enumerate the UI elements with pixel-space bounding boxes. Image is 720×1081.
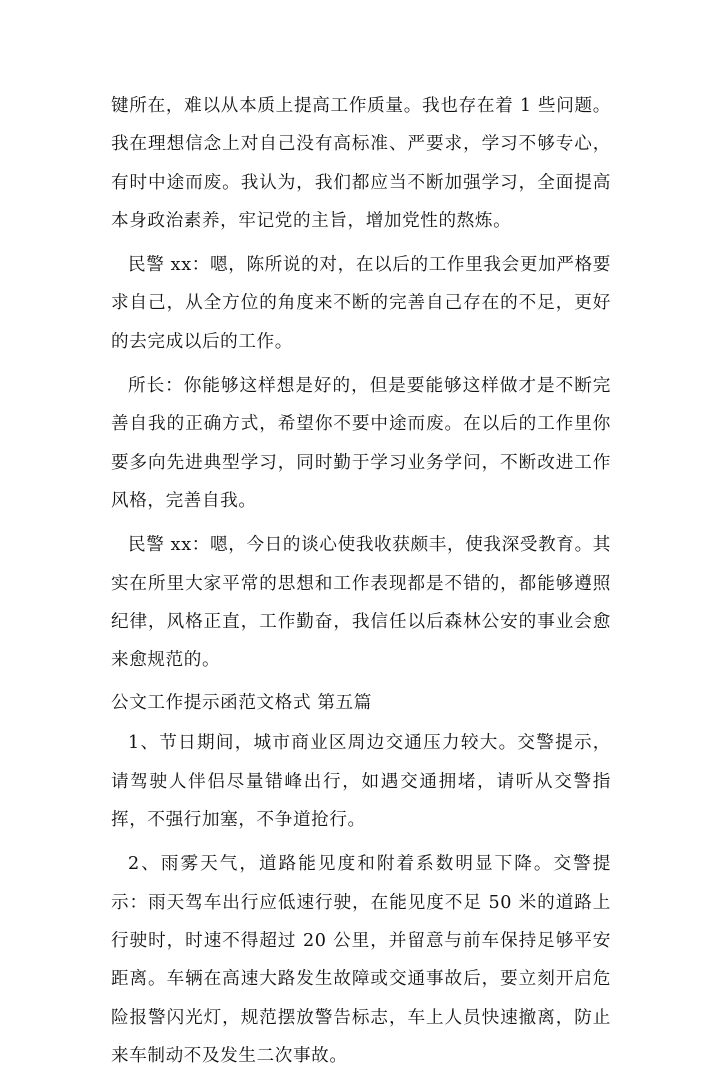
paragraph-director-reply: 所长：你能够这样想是好的，但是要能够这样做才是不断完善自我的正确方式，希望你不要中途而废。在以后的工作里你要多向先进典型学习，同时勤于学习业务学问，不断改进工作风格，完善自我。 [111, 376, 611, 511]
paragraph-continuation: 键所在，难以从本质上提高工作质量。我也存在着 1 些问题。我在理想信念上对自己没有高标准、严要求，学习不够专心，有时中途而废。我认为，我们都应当不断加强学习，全面提高本身政治素养，牢记党的主旨，增加党性的熬炼。 [111, 96, 611, 231]
paragraph-police-reply-2: 民警 xx：嗯，今日的谈心使我收获颇丰，使我深受教育。其实在所里大家平常的思想和工作表现都是不错的，都能够遵照纪律，风格正直，工作勤奋，我信任以后森林公安的事业会愈来愈规范的。 [111, 535, 611, 671]
paragraph-police-reply-1: 民警 xx：嗯，陈所说的对，在以后的工作里我会更加严格要求自己，从全方位的角度来不断的完善自己存在的不足，更好的去完成以后的工作。 [111, 255, 611, 352]
document-body [111, 87, 611, 1081]
section-title: 公文工作提示函范文格式 第五篇 [111, 693, 372, 714]
list-item-holiday-traffic: 1、节日期间，城市商业区周边交通压力较大。交警提示，请驾驶人伴侣尽量错峰出行，如遇交通拥堵，请听从交警指挥，不强行加塞，不争道抢行。 [111, 733, 611, 831]
list-item-rain-fog-weather: 2、雨雾天气，道路能见度和附着系数明显下降。交警提示：雨天驾车出行应低速行驶，在能见度不足 50 米的道路上行驶时，时速不得超过 20 公里，并留意与前车保持足够平安距离。车辆在高速大路发生故障或交通事故后，要立刻开启危险报警闪光灯，规范摆放警告标志，车上人员快速撤离，防止来车制动不及发生二次事故。 [111, 854, 611, 1066]
